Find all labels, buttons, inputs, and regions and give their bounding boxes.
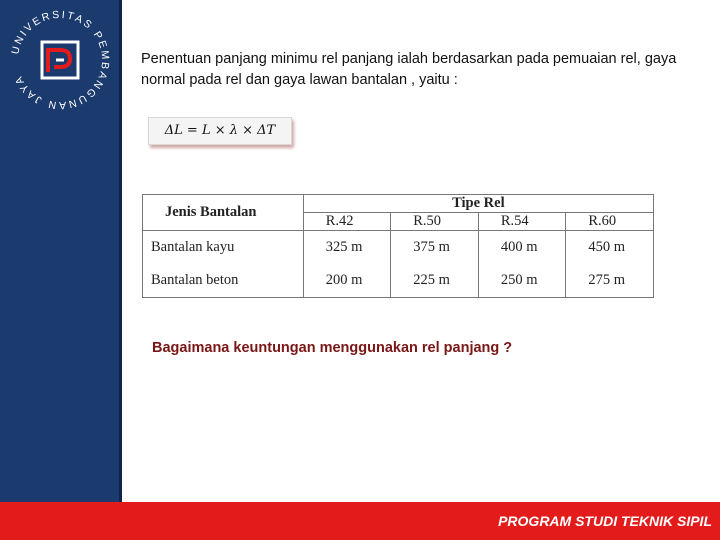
table-header-row bbox=[143, 195, 654, 213]
table-row bbox=[143, 231, 654, 265]
table-cell: 275 m bbox=[566, 264, 654, 298]
table-cell: 375 m bbox=[391, 231, 479, 265]
sidebar-panel bbox=[0, 0, 122, 502]
university-logo bbox=[4, 4, 116, 116]
table-cell: 225 m bbox=[391, 264, 479, 298]
column-header: R.50 bbox=[391, 213, 479, 231]
intro-paragraph: Penentuan panjang minimu rel panjang ialah berdasarkan pada pemuaian rel, gaya normal pada rel dan gaya lawan bantalan , yaitu : bbox=[141, 51, 677, 88]
row-label: Bantalan kayu bbox=[143, 231, 304, 265]
table-cell: 325 m bbox=[303, 231, 391, 265]
header-tipe-rel: Tipe Rel bbox=[303, 195, 653, 213]
column-header: R.54 bbox=[478, 213, 566, 231]
table-cell: 250 m bbox=[478, 264, 566, 298]
rail-length-table bbox=[142, 194, 654, 298]
sidebar-edge bbox=[119, 0, 122, 502]
table-cell: 400 m bbox=[478, 231, 566, 265]
formula-box: ΔL = L × λ × ΔT bbox=[148, 117, 292, 145]
table-row bbox=[143, 264, 654, 298]
footer-program-label: PROGRAM STUDI TEKNIK SIPIL bbox=[498, 513, 712, 529]
column-header: R.42 bbox=[303, 213, 391, 231]
logo-arc-text: UNIVERSITAS PEMBANGUNAN JAYA bbox=[9, 8, 112, 112]
footer-bar bbox=[0, 502, 720, 540]
table-cell: 200 m bbox=[303, 264, 391, 298]
logo-emblem-icon bbox=[42, 42, 78, 78]
table-cell: 450 m bbox=[566, 231, 654, 265]
row-label: Bantalan beton bbox=[143, 264, 304, 298]
column-header: R.60 bbox=[566, 213, 654, 231]
question-text: Bagaimana keuntungan menggunakan rel panjang ? bbox=[152, 340, 513, 356]
header-jenis-bantalan: Jenis Bantalan bbox=[143, 195, 304, 231]
